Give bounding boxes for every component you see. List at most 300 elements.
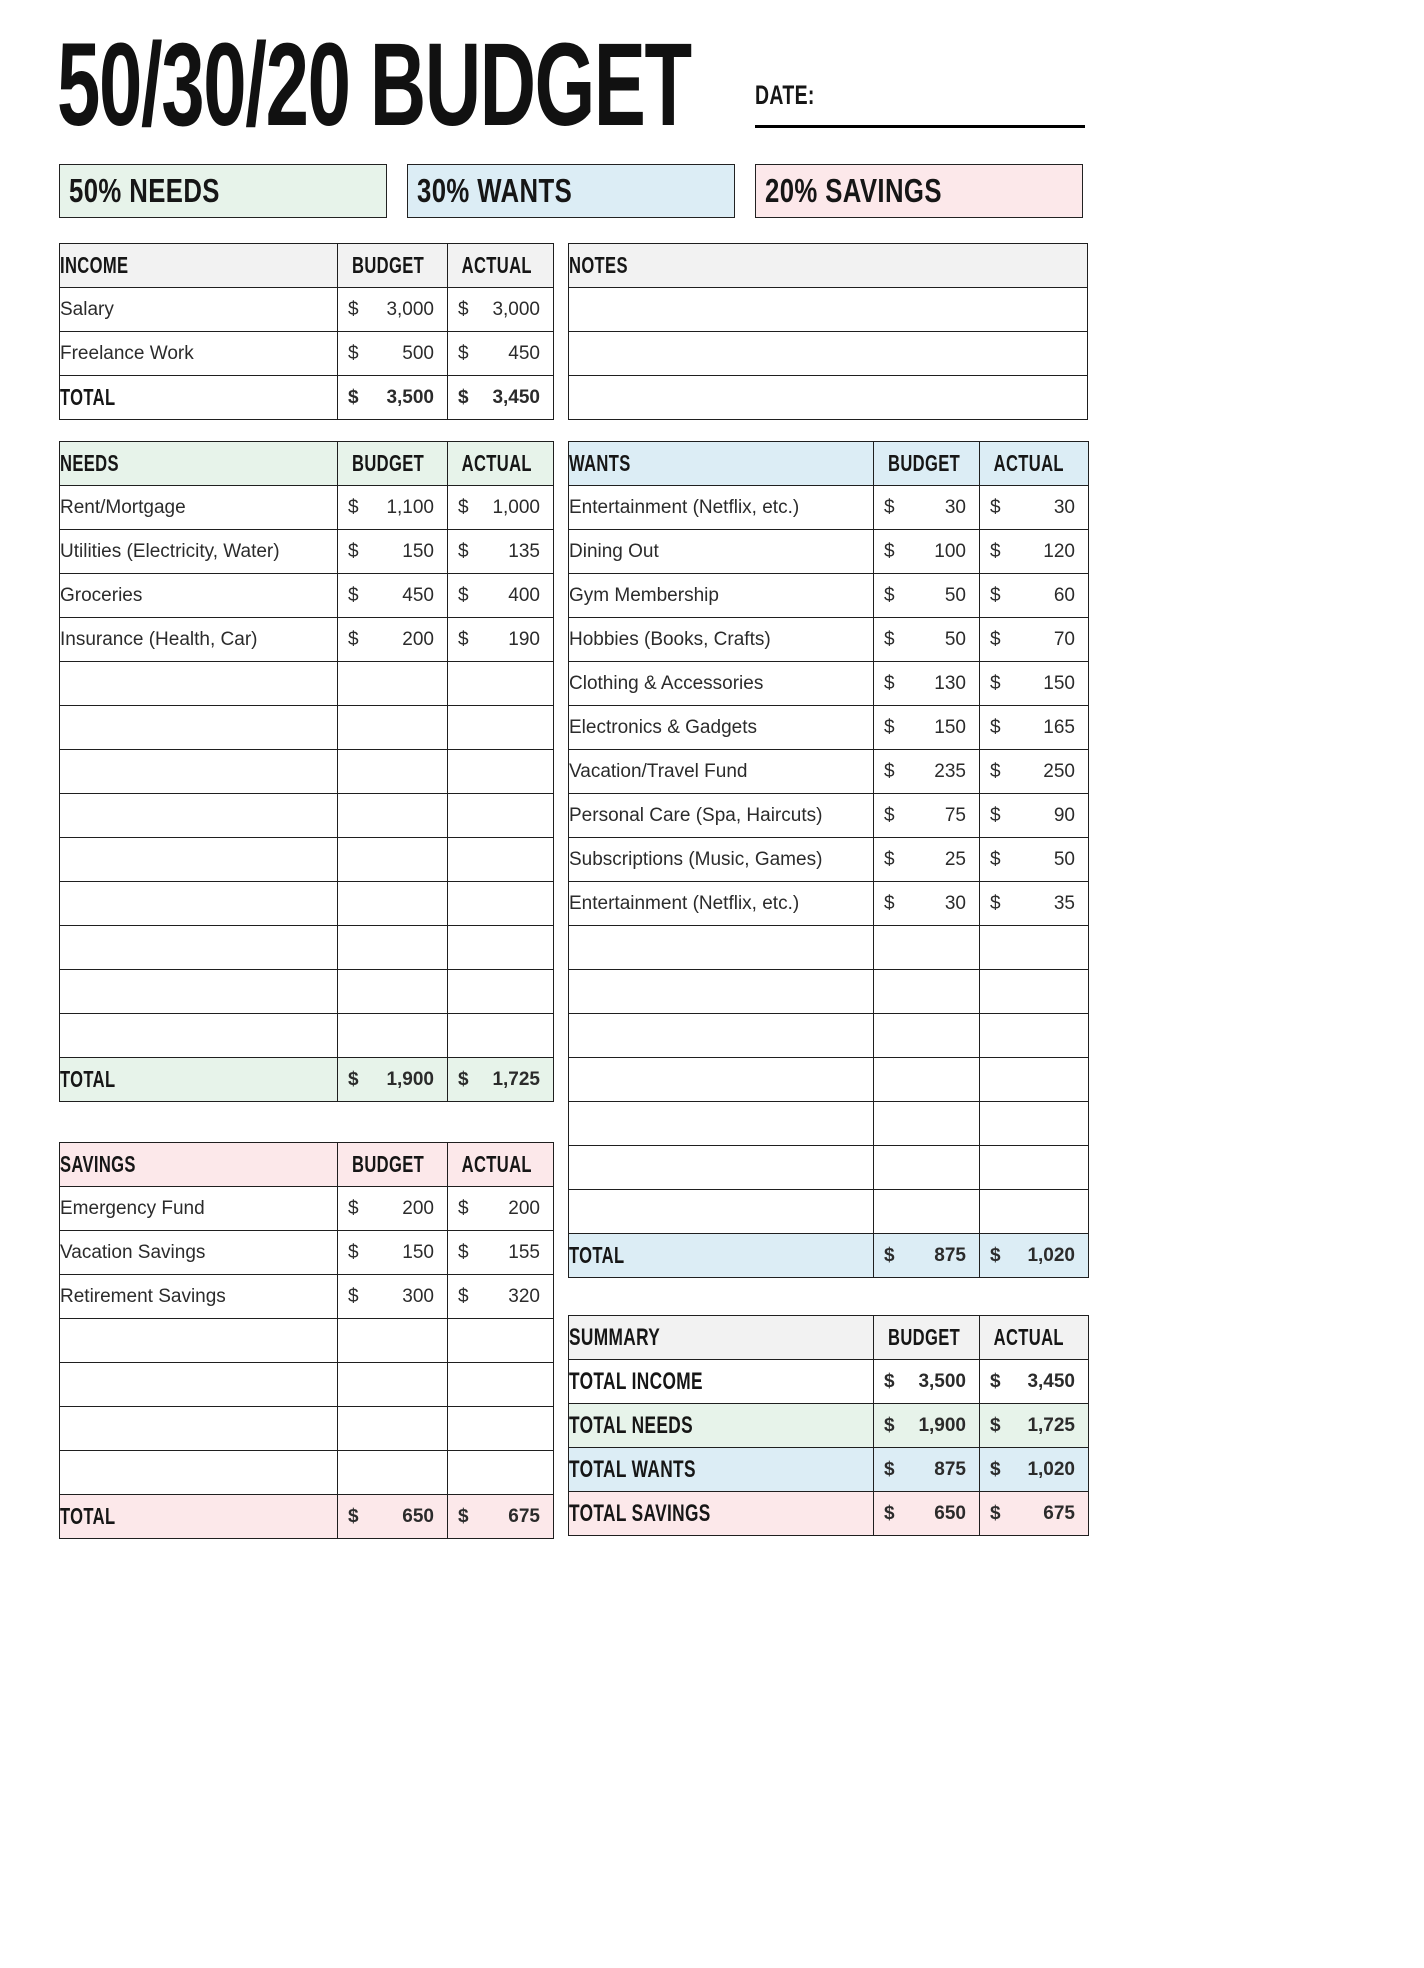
empty-row (60, 1014, 554, 1058)
category-boxes (59, 164, 1083, 218)
table-row (60, 1187, 554, 1231)
empty-cell (60, 706, 338, 750)
empty-cell (569, 332, 1088, 376)
table-row (569, 882, 1089, 926)
currency-symbol: $ (458, 1285, 469, 1307)
summary-row-label: TOTAL WANTS (569, 1448, 874, 1492)
actual-amount: 155 (508, 1241, 540, 1263)
budget-cell (338, 1275, 448, 1319)
actual-amount: 320 (508, 1285, 540, 1307)
currency-symbol: $ (884, 1458, 895, 1480)
table-row (569, 574, 1089, 618)
currency-symbol: $ (884, 1414, 895, 1436)
empty-cell (338, 882, 448, 926)
empty-cell (874, 1190, 980, 1234)
empty-row (569, 376, 1088, 420)
budget-cell (874, 1448, 980, 1492)
budget-amount: 200 (402, 1197, 434, 1219)
income-table (59, 243, 554, 420)
needs-50-label: 50% NEEDS (69, 172, 220, 209)
empty-cell (874, 970, 980, 1014)
empty-cell (874, 926, 980, 970)
currency-symbol: $ (348, 1068, 359, 1090)
budget-header (338, 442, 448, 486)
currency-symbol: $ (348, 1241, 359, 1263)
actual-cell (980, 1448, 1089, 1492)
empty-cell (448, 970, 554, 1014)
budget-amount: 150 (934, 716, 966, 738)
currency-symbol: $ (458, 1068, 469, 1090)
budget-cell (338, 288, 448, 332)
actual-amount: 1,020 (1027, 1458, 1075, 1480)
budget-cell (874, 662, 980, 706)
row-label: Hobbies (Books, Crafts) (569, 618, 874, 662)
savings-20-label: 20% SAVINGS (765, 172, 942, 209)
empty-cell (60, 926, 338, 970)
currency-symbol: $ (458, 496, 469, 518)
empty-row (569, 1146, 1089, 1190)
actual-amount: 30 (1053, 496, 1075, 518)
currency-symbol: $ (884, 496, 895, 518)
page-title: 50/30/20 BUDGET (57, 19, 691, 151)
savings-20-box (755, 164, 1083, 218)
currency-symbol: $ (990, 848, 1001, 870)
empty-row (60, 706, 554, 750)
actual-amount: 1,000 (492, 496, 540, 518)
row-label: Vacation Savings (60, 1231, 338, 1275)
empty-cell (338, 1363, 448, 1407)
empty-cell (569, 1146, 874, 1190)
actual-header (448, 442, 554, 486)
wants-header (569, 442, 874, 486)
row-label: Dining Out (569, 530, 874, 574)
actual-amount: 150 (1043, 672, 1075, 694)
currency-symbol: $ (884, 584, 895, 606)
currency-symbol: $ (884, 716, 895, 738)
table-row (60, 288, 554, 332)
empty-cell (338, 662, 448, 706)
actual-amount: 3,450 (492, 386, 540, 408)
table-row (569, 662, 1089, 706)
budget-cell (874, 750, 980, 794)
empty-row (60, 750, 554, 794)
date-label: DATE: (755, 80, 815, 110)
currency-symbol: $ (348, 1285, 359, 1307)
empty-row (569, 1014, 1089, 1058)
empty-row (60, 1407, 554, 1451)
currency-symbol: $ (458, 1505, 469, 1527)
actual-header (448, 244, 554, 288)
budget-amount: 30 (944, 892, 966, 914)
needs-header-label: NEEDS (60, 450, 119, 476)
table-row (60, 530, 554, 574)
budget-amount: 50 (944, 584, 966, 606)
empty-cell (874, 1102, 980, 1146)
budget-cell (874, 838, 980, 882)
notes-header (569, 244, 1088, 288)
empty-row (569, 288, 1088, 332)
actual-cell (448, 1275, 554, 1319)
empty-cell (338, 1319, 448, 1363)
currency-symbol: $ (990, 716, 1001, 738)
date-field (755, 80, 1085, 128)
total-label: TOTAL (60, 376, 338, 420)
budget-header-label: BUDGET (352, 1151, 425, 1177)
currency-symbol: $ (348, 342, 359, 364)
budget-amount: 3,500 (386, 386, 434, 408)
row-label: Subscriptions (Music, Games) (569, 838, 874, 882)
budget-cell (338, 618, 448, 662)
empty-cell (448, 926, 554, 970)
currency-symbol: $ (884, 540, 895, 562)
row-label: Freelance Work (60, 332, 338, 376)
actual-cell (980, 486, 1089, 530)
actual-total-cell (448, 1495, 554, 1539)
budget-amount: 75 (944, 804, 966, 826)
empty-cell (569, 1102, 874, 1146)
currency-symbol: $ (348, 540, 359, 562)
actual-cell (448, 1187, 554, 1231)
currency-symbol: $ (348, 1505, 359, 1527)
wants-30-box (407, 164, 735, 218)
actual-cell (448, 332, 554, 376)
currency-symbol: $ (884, 1502, 895, 1524)
currency-symbol: $ (348, 496, 359, 518)
wants-header-row (569, 442, 1089, 486)
budget-header-label: BUDGET (352, 252, 425, 278)
summary-table (568, 1315, 1089, 1536)
row-label: Personal Care (Spa, Haircuts) (569, 794, 874, 838)
actual-cell (980, 706, 1089, 750)
actual-cell (980, 574, 1089, 618)
empty-cell (338, 1014, 448, 1058)
table-row (569, 530, 1089, 574)
budget-amount: 300 (402, 1285, 434, 1307)
budget-cell (338, 574, 448, 618)
empty-cell (980, 926, 1089, 970)
budget-amount: 875 (934, 1244, 966, 1266)
actual-amount: 450 (508, 342, 540, 364)
currency-symbol: $ (458, 1241, 469, 1263)
table-row (60, 618, 554, 662)
empty-cell (980, 1014, 1089, 1058)
currency-symbol: $ (884, 628, 895, 650)
actual-cell (980, 618, 1089, 662)
actual-cell (448, 288, 554, 332)
actual-cell (980, 1404, 1089, 1448)
currency-symbol: $ (348, 628, 359, 650)
empty-row (60, 1451, 554, 1495)
actual-amount: 1,725 (492, 1068, 540, 1090)
empty-cell (60, 1363, 338, 1407)
budget-amount: 650 (934, 1502, 966, 1524)
currency-symbol: $ (990, 496, 1001, 518)
needs-total-row (60, 1058, 554, 1102)
currency-symbol: $ (458, 540, 469, 562)
actual-amount: 60 (1053, 584, 1075, 606)
budget-header-label: BUDGET (888, 1324, 961, 1350)
right-column (568, 243, 1088, 1536)
budget-amount: 235 (934, 760, 966, 782)
row-label: Groceries (60, 574, 338, 618)
row-label: Gym Membership (569, 574, 874, 618)
budget-cell (338, 530, 448, 574)
budget-total-cell (338, 376, 448, 420)
empty-cell (569, 288, 1088, 332)
budget-amount: 25 (944, 848, 966, 870)
budget-cell (874, 574, 980, 618)
budget-cell (338, 486, 448, 530)
empty-cell (338, 750, 448, 794)
empty-cell (874, 1146, 980, 1190)
empty-cell (338, 970, 448, 1014)
budget-cell (874, 882, 980, 926)
actual-amount: 120 (1043, 540, 1075, 562)
left-column (59, 243, 553, 1539)
budget-amount: 650 (402, 1505, 434, 1527)
row-label: Emergency Fund (60, 1187, 338, 1231)
currency-symbol: $ (990, 672, 1001, 694)
savings-total-row (60, 1495, 554, 1539)
budget-cell (874, 486, 980, 530)
actual-cell (980, 794, 1089, 838)
budget-cell (874, 794, 980, 838)
summary-row-label: TOTAL NEEDS (569, 1404, 874, 1448)
actual-header (448, 1143, 554, 1187)
budget-cell (874, 618, 980, 662)
budget-amount: 1,900 (918, 1414, 966, 1436)
budget-cell (338, 332, 448, 376)
summary-total-needs-row (569, 1404, 1089, 1448)
budget-header-label: BUDGET (352, 450, 425, 476)
empty-row (60, 882, 554, 926)
empty-cell (448, 838, 554, 882)
currency-symbol: $ (458, 1197, 469, 1219)
empty-cell (60, 882, 338, 926)
empty-cell (569, 1190, 874, 1234)
row-label: Vacation/Travel Fund (569, 750, 874, 794)
empty-cell (980, 970, 1089, 1014)
empty-cell (980, 1190, 1089, 1234)
wants-total-row (569, 1234, 1089, 1278)
summary-total-savings-row (569, 1492, 1089, 1536)
empty-cell (448, 1014, 554, 1058)
currency-symbol: $ (990, 1502, 1001, 1524)
budget-cell (874, 1492, 980, 1536)
budget-amount: 200 (402, 628, 434, 650)
actual-amount: 190 (508, 628, 540, 650)
empty-row (60, 1363, 554, 1407)
empty-cell (980, 1146, 1089, 1190)
budget-total-cell (338, 1495, 448, 1539)
empty-cell (874, 1014, 980, 1058)
summary-header-row (569, 1316, 1089, 1360)
currency-symbol: $ (884, 848, 895, 870)
budget-cell (874, 530, 980, 574)
summary-total-income-row (569, 1360, 1089, 1404)
row-label: Electronics & Gadgets (569, 706, 874, 750)
currency-symbol: $ (348, 584, 359, 606)
needs-50-box (59, 164, 387, 218)
empty-cell (448, 1363, 554, 1407)
currency-symbol: $ (458, 584, 469, 606)
actual-header (980, 442, 1089, 486)
budget-amount: 100 (934, 540, 966, 562)
empty-cell (980, 1102, 1089, 1146)
empty-row (569, 926, 1089, 970)
wants-table (568, 441, 1089, 1278)
actual-amount: 675 (508, 1505, 540, 1527)
empty-cell (874, 1058, 980, 1102)
actual-cell (448, 1231, 554, 1275)
empty-row (60, 1319, 554, 1363)
summary-row-label: TOTAL INCOME (569, 1360, 874, 1404)
table-row (60, 574, 554, 618)
currency-symbol: $ (458, 386, 469, 408)
income-header (60, 244, 338, 288)
actual-amount: 50 (1053, 848, 1075, 870)
table-row (60, 486, 554, 530)
income-header-label: INCOME (60, 252, 129, 278)
actual-cell (980, 882, 1089, 926)
summary-header-label: SUMMARY (569, 1323, 661, 1351)
empty-cell (980, 1058, 1089, 1102)
currency-symbol: $ (990, 628, 1001, 650)
actual-total-cell (448, 1058, 554, 1102)
budget-amount: 450 (402, 584, 434, 606)
currency-symbol: $ (884, 760, 895, 782)
table-row (569, 794, 1089, 838)
empty-cell (448, 1407, 554, 1451)
row-label: Retirement Savings (60, 1275, 338, 1319)
empty-cell (569, 1014, 874, 1058)
currency-symbol: $ (884, 672, 895, 694)
empty-cell (338, 706, 448, 750)
summary-row-label: TOTAL SAVINGS (569, 1492, 874, 1536)
currency-symbol: $ (458, 342, 469, 364)
table-row (569, 706, 1089, 750)
budget-amount: 875 (934, 1458, 966, 1480)
budget-total-cell (874, 1234, 980, 1278)
budget-amount: 500 (402, 342, 434, 364)
total-label: TOTAL (60, 1495, 338, 1539)
empty-cell (338, 926, 448, 970)
currency-symbol: $ (458, 298, 469, 320)
empty-cell (569, 926, 874, 970)
currency-symbol: $ (990, 540, 1001, 562)
date-underline (755, 125, 1085, 128)
actual-header (980, 1316, 1089, 1360)
empty-cell (338, 1407, 448, 1451)
table-row (60, 1275, 554, 1319)
empty-cell (569, 376, 1088, 420)
row-label: Salary (60, 288, 338, 332)
currency-symbol: $ (458, 628, 469, 650)
budget-total-cell (338, 1058, 448, 1102)
wants-header-label: WANTS (569, 450, 631, 476)
savings-header-row (60, 1143, 554, 1187)
empty-cell (60, 1451, 338, 1495)
currency-symbol: $ (348, 298, 359, 320)
savings-header-label: SAVINGS (60, 1151, 136, 1177)
currency-symbol: $ (990, 804, 1001, 826)
empty-cell (60, 794, 338, 838)
currency-symbol: $ (348, 386, 359, 408)
actual-cell (980, 750, 1089, 794)
total-label: TOTAL (60, 1058, 338, 1102)
actual-cell (980, 662, 1089, 706)
actual-amount: 1,725 (1027, 1414, 1075, 1436)
table-row (569, 838, 1089, 882)
empty-row (569, 1102, 1089, 1146)
empty-cell (60, 1014, 338, 1058)
budget-header-label: BUDGET (888, 450, 961, 476)
row-label: Entertainment (Netflix, etc.) (569, 486, 874, 530)
empty-row (60, 794, 554, 838)
actual-amount: 165 (1043, 716, 1075, 738)
notes-table (568, 243, 1088, 420)
needs-header (60, 442, 338, 486)
budget-cell (338, 1187, 448, 1231)
empty-row (569, 1190, 1089, 1234)
currency-symbol: $ (990, 1414, 1001, 1436)
actual-amount: 3,450 (1027, 1370, 1075, 1392)
budget-header (338, 244, 448, 288)
actual-header-label: ACTUAL (993, 1324, 1064, 1350)
row-label: Insurance (Health, Car) (60, 618, 338, 662)
actual-cell (448, 486, 554, 530)
empty-cell (60, 1319, 338, 1363)
actual-total-cell (980, 1234, 1089, 1278)
empty-cell (448, 1451, 554, 1495)
currency-symbol: $ (990, 892, 1001, 914)
empty-cell (60, 970, 338, 1014)
actual-cell (980, 1492, 1089, 1536)
budget-amount: 3,500 (918, 1370, 966, 1392)
actual-header-label: ACTUAL (993, 450, 1064, 476)
actual-amount: 135 (508, 540, 540, 562)
empty-row (569, 970, 1089, 1014)
currency-symbol: $ (348, 1197, 359, 1219)
empty-cell (338, 838, 448, 882)
actual-amount: 400 (508, 584, 540, 606)
budget-amount: 50 (944, 628, 966, 650)
empty-row (569, 332, 1088, 376)
currency-symbol: $ (990, 584, 1001, 606)
budget-amount: 30 (944, 496, 966, 518)
empty-cell (448, 706, 554, 750)
budget-header (874, 1316, 980, 1360)
budget-amount: 150 (402, 1241, 434, 1263)
empty-cell (60, 1407, 338, 1451)
empty-cell (569, 970, 874, 1014)
currency-symbol: $ (884, 1244, 895, 1266)
actual-cell (980, 1360, 1089, 1404)
actual-cell (980, 530, 1089, 574)
currency-symbol: $ (884, 892, 895, 914)
actual-amount: 3,000 (492, 298, 540, 320)
empty-row (60, 838, 554, 882)
empty-row (60, 662, 554, 706)
budget-cell (874, 706, 980, 750)
summary-total-wants-row (569, 1448, 1089, 1492)
actual-amount: 1,020 (1027, 1244, 1075, 1266)
empty-row (60, 970, 554, 1014)
row-label: Rent/Mortgage (60, 486, 338, 530)
empty-cell (60, 750, 338, 794)
row-label: Entertainment (Netflix, etc.) (569, 882, 874, 926)
currency-symbol: $ (990, 1244, 1001, 1266)
